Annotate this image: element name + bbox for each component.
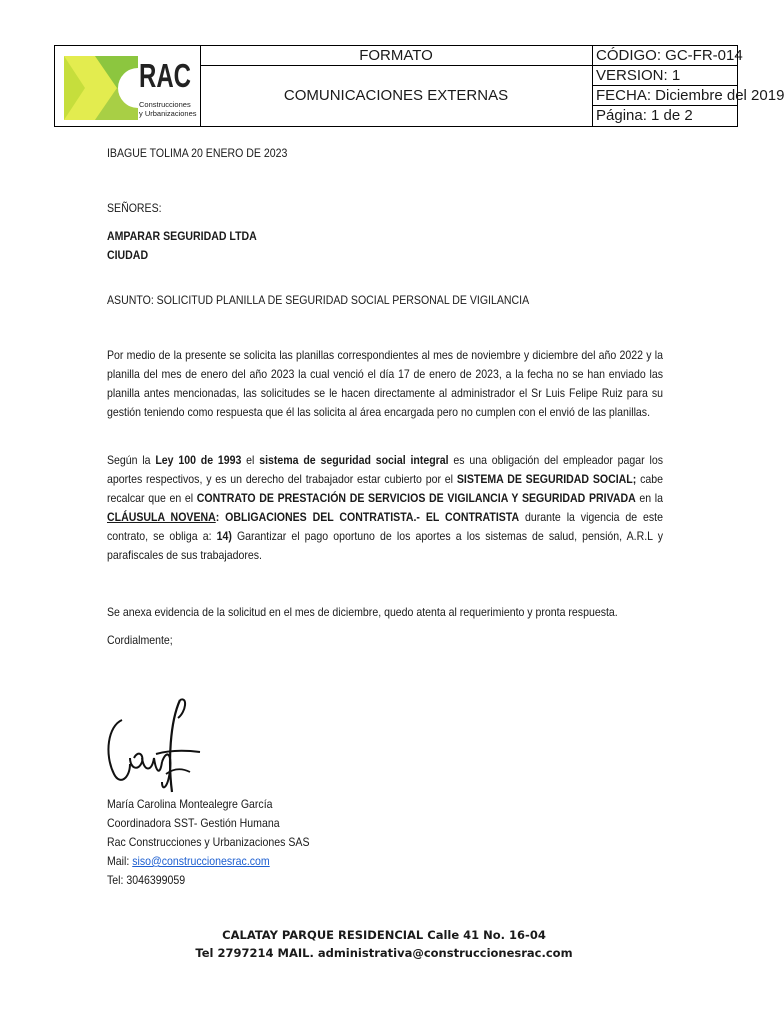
closing: Cordialmente; — [107, 633, 173, 647]
signer-company: Rac Construcciones y Urbanizaciones SAS — [107, 835, 310, 849]
document-meta-cell — [593, 46, 784, 126]
document-header-table — [54, 45, 784, 127]
company-logo — [55, 46, 200, 126]
signer-name: María Carolina Montealegre García — [107, 797, 273, 811]
mail-link[interactable]: siso@construccionesrac.com — [132, 854, 270, 868]
document-version: VERSION: 1 — [593, 66, 737, 86]
paragraph-request: Por medio de la presente se solicita las planillas correspondientes al mes de noviembre y diciembre del año 2022 y la planilla del mes de enero del año 2023 la cual venció el día 17 de enero de 2023, a la fecha no se han enviado las planilla antes mencionadas, las solicitudes se le hacen directamente al administrador el Sr Luis Felipe Ruiz para su gestión teniendo como respuesta que él las solicita al área encargada pero no cumplen con el envió de las planillas. — [107, 348, 663, 419]
footer-contact: Tel 2797214 MAIL. administrativa@construccionesrac.com — [195, 946, 573, 960]
paragraph-attachment: Se anexa evidencia de la solicitud en el mes de diciembre, quedo atenta al requerimiento y pronta respuesta. — [107, 605, 618, 619]
signer-phone: Tel: 3046399059 — [107, 873, 186, 887]
document-date: FECHA: Diciembre del 2019 — [593, 86, 737, 106]
mail-label: Mail: — [107, 854, 133, 868]
signer-mail-line — [107, 852, 663, 871]
logo-cell — [55, 46, 201, 126]
page-number: Página: 1 de 2 — [596, 107, 693, 124]
format-title: FORMATO — [200, 46, 592, 66]
logo-brand-text: RAC — [139, 57, 191, 94]
logo-tagline-1: Construcciones — [139, 100, 191, 109]
salutation: SEÑORES: — [107, 201, 162, 215]
document-code: CÓDIGO: GC-FR-014 — [593, 46, 737, 66]
signer-role: Coordinadora SST- Gestión Humana — [107, 816, 280, 830]
place-date: IBAGUE TOLIMA 20 ENERO DE 2023 — [107, 146, 288, 160]
title-cell — [200, 46, 593, 126]
handwritten-signature — [100, 692, 210, 797]
document-title: COMUNICACIONES EXTERNAS — [283, 87, 509, 104]
recipient-name: AMPARAR SEGURIDAD LTDA — [107, 229, 257, 243]
paragraph-legal: Según la Ley 100 de 1993 el sistema de seguridad social integral es una obligación del empleador pagar los aportes respectivos, y es un derecho del trabajador estar cubierto por el SISTEMA DE SEGURIDAD SOCIAL; cabe recalcar que en el CONTRATO DE PRESTACIÓN DE SERVICIOS DE VIGILANCIA Y SEGURIDAD PRIVADA en la CLÁUSULA NOVENA: OBLIGACIONES DEL CONTRATISTA.- EL CONTRATISTA durante la vigencia de este contrato, se obliga a: 14) Garantizar el pago oportuno de los aportes a los sistemas de salud, pensión, A.R.L y parafiscales de sus trabajadores. — [107, 453, 663, 562]
footer-address: CALATAY PARQUE RESIDENCIAL Calle 41 No. 16-04 — [222, 928, 546, 942]
recipient-city: CIUDAD — [107, 248, 149, 262]
logo-tagline-2: y Urbanizaciones — [139, 109, 197, 118]
subject-line: ASUNTO: SOLICITUD PLANILLA DE SEGURIDAD SOCIAL PERSONAL DE VIGILANCIA — [107, 293, 530, 307]
